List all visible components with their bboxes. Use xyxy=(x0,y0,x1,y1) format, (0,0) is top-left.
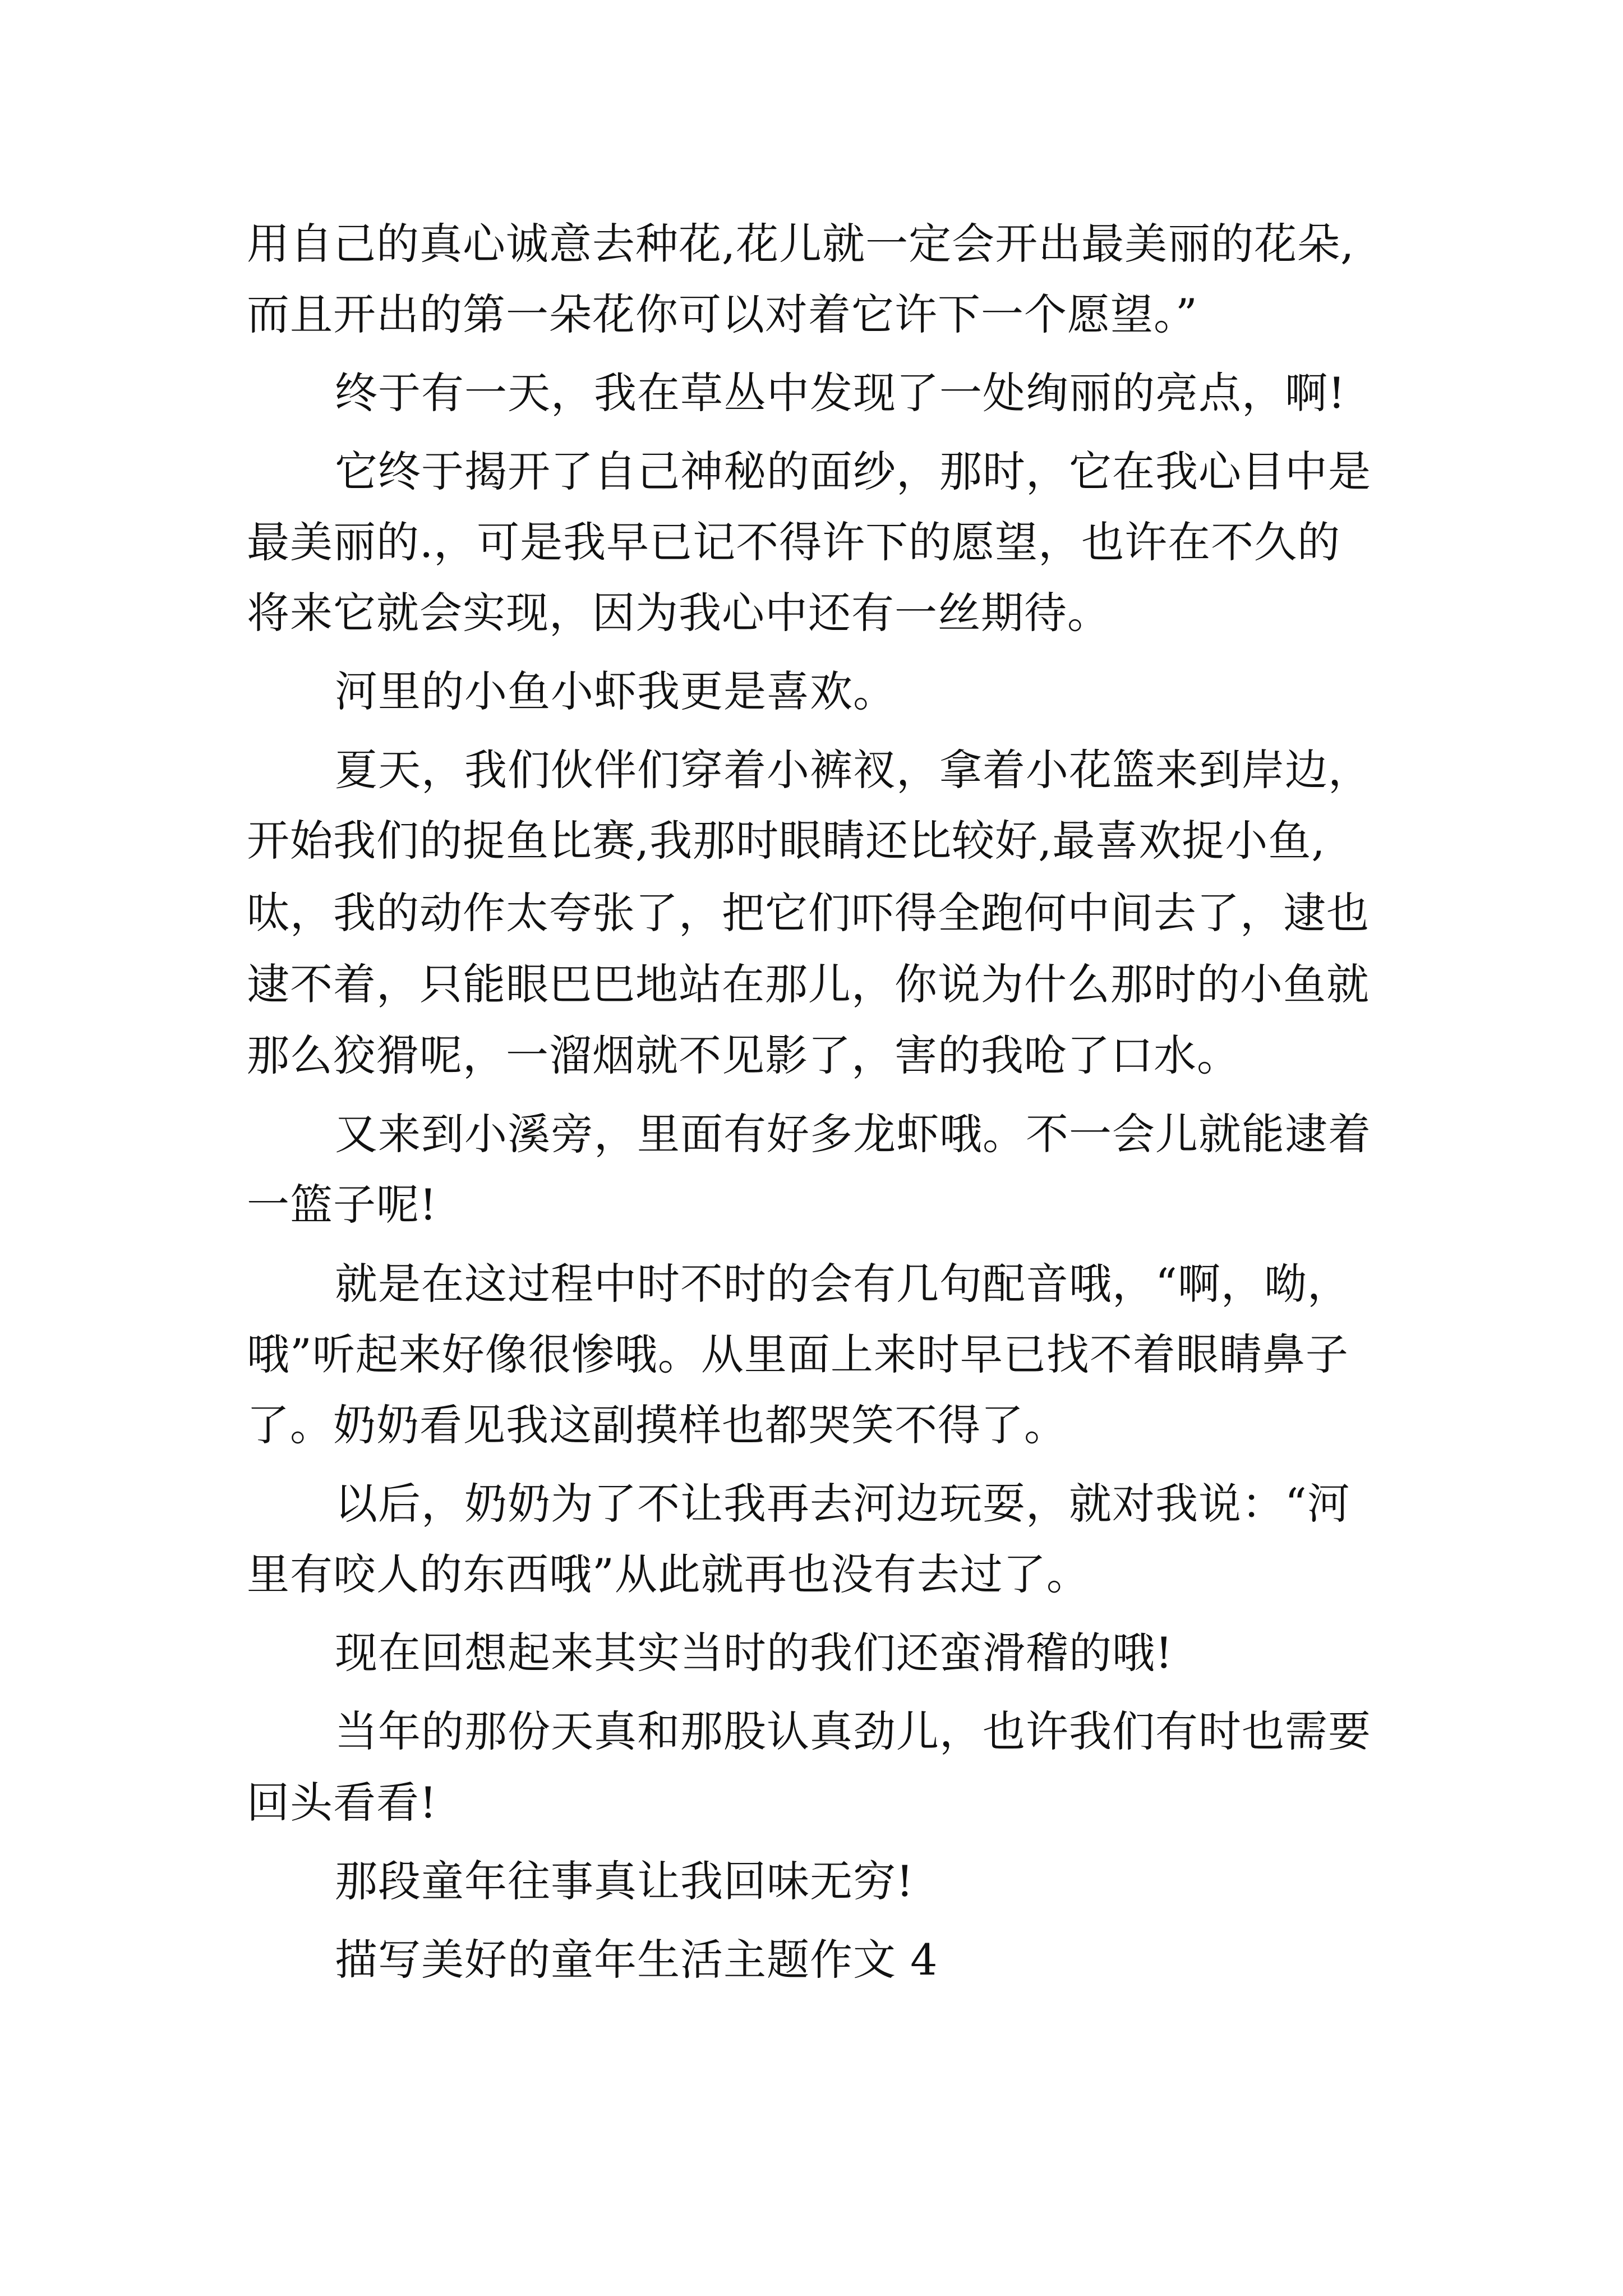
text-line: 回头看看! xyxy=(247,1778,437,1828)
text-line: 用自己的真心诚意去种花,花儿就一定会开出最美丽的花朵, xyxy=(247,219,1355,269)
text-line: 夏天，我们伙伴们穿着小裤衩，拿着小花篮来到岸边， xyxy=(335,745,1371,795)
text-line: 最美丽的.，可是我早已记不得许下的愿望，也许在不久的 xyxy=(247,517,1341,567)
text-line: 而且开出的第一朵花你可以对着它许下一个愿望。” xyxy=(247,289,1198,339)
text-line: 逮不着，只能眼巴巴地站在那儿，你说为什么那时的小鱼就 xyxy=(247,959,1370,1009)
text-line: 将来它就会实现，因为我心中还有一丝期待。 xyxy=(247,588,1110,638)
text-line: 现在回想起来其实当时的我们还蛮滑稽的哦! xyxy=(335,1628,1173,1678)
text-line: 里有咬人的东西哦”从此就再也没有去过了。 xyxy=(247,1549,1090,1599)
text-line: 当年的那份天真和那股认真劲儿，也许我们有时也需要 xyxy=(335,1706,1371,1756)
text-line: 它终于揭开了自己神秘的面纱，那时，它在我心目中是 xyxy=(335,447,1371,496)
text-line: 就是在这过程中时不时的会有几句配音哦，“啊，呦， xyxy=(335,1259,1350,1309)
text-line: 那段童年往事真让我回味无穷! xyxy=(335,1856,914,1906)
text-line: 描写美好的童年生活主题作文 4 xyxy=(335,1935,938,1985)
text-line: 了。奶奶看见我这副摸样也都哭笑不得了。 xyxy=(247,1400,1067,1450)
text-line: 又来到小溪旁，里面有好多龙虾哦。不一会儿就能逮着 xyxy=(335,1109,1371,1159)
text-line: 河里的小鱼小虾我更是喜欢。 xyxy=(335,666,896,716)
text-line: 以后，奶奶为了不让我再去河边玩耍，就对我说：“河 xyxy=(335,1479,1350,1529)
text-line: 终于有一天，我在草丛中发现了一处绚丽的亮点，啊! xyxy=(335,368,1346,418)
text-line: 一篮子呢! xyxy=(247,1180,437,1230)
text-line: 那么狡猾呢，一溜烟就不见影了，害的我呛了口水。 xyxy=(247,1030,1240,1080)
text-line: 开始我们的捉鱼比赛,我那时眼睛还比较好,最喜欢捉小鱼, xyxy=(247,816,1326,866)
text-line: 呔，我的动作太夸张了，把它们吓得全跑何中间去了，逮也 xyxy=(247,888,1370,938)
text-line: 哦”听起来好像很惨哦。从里面上来时早已找不着眼睛鼻子 xyxy=(247,1329,1349,1379)
